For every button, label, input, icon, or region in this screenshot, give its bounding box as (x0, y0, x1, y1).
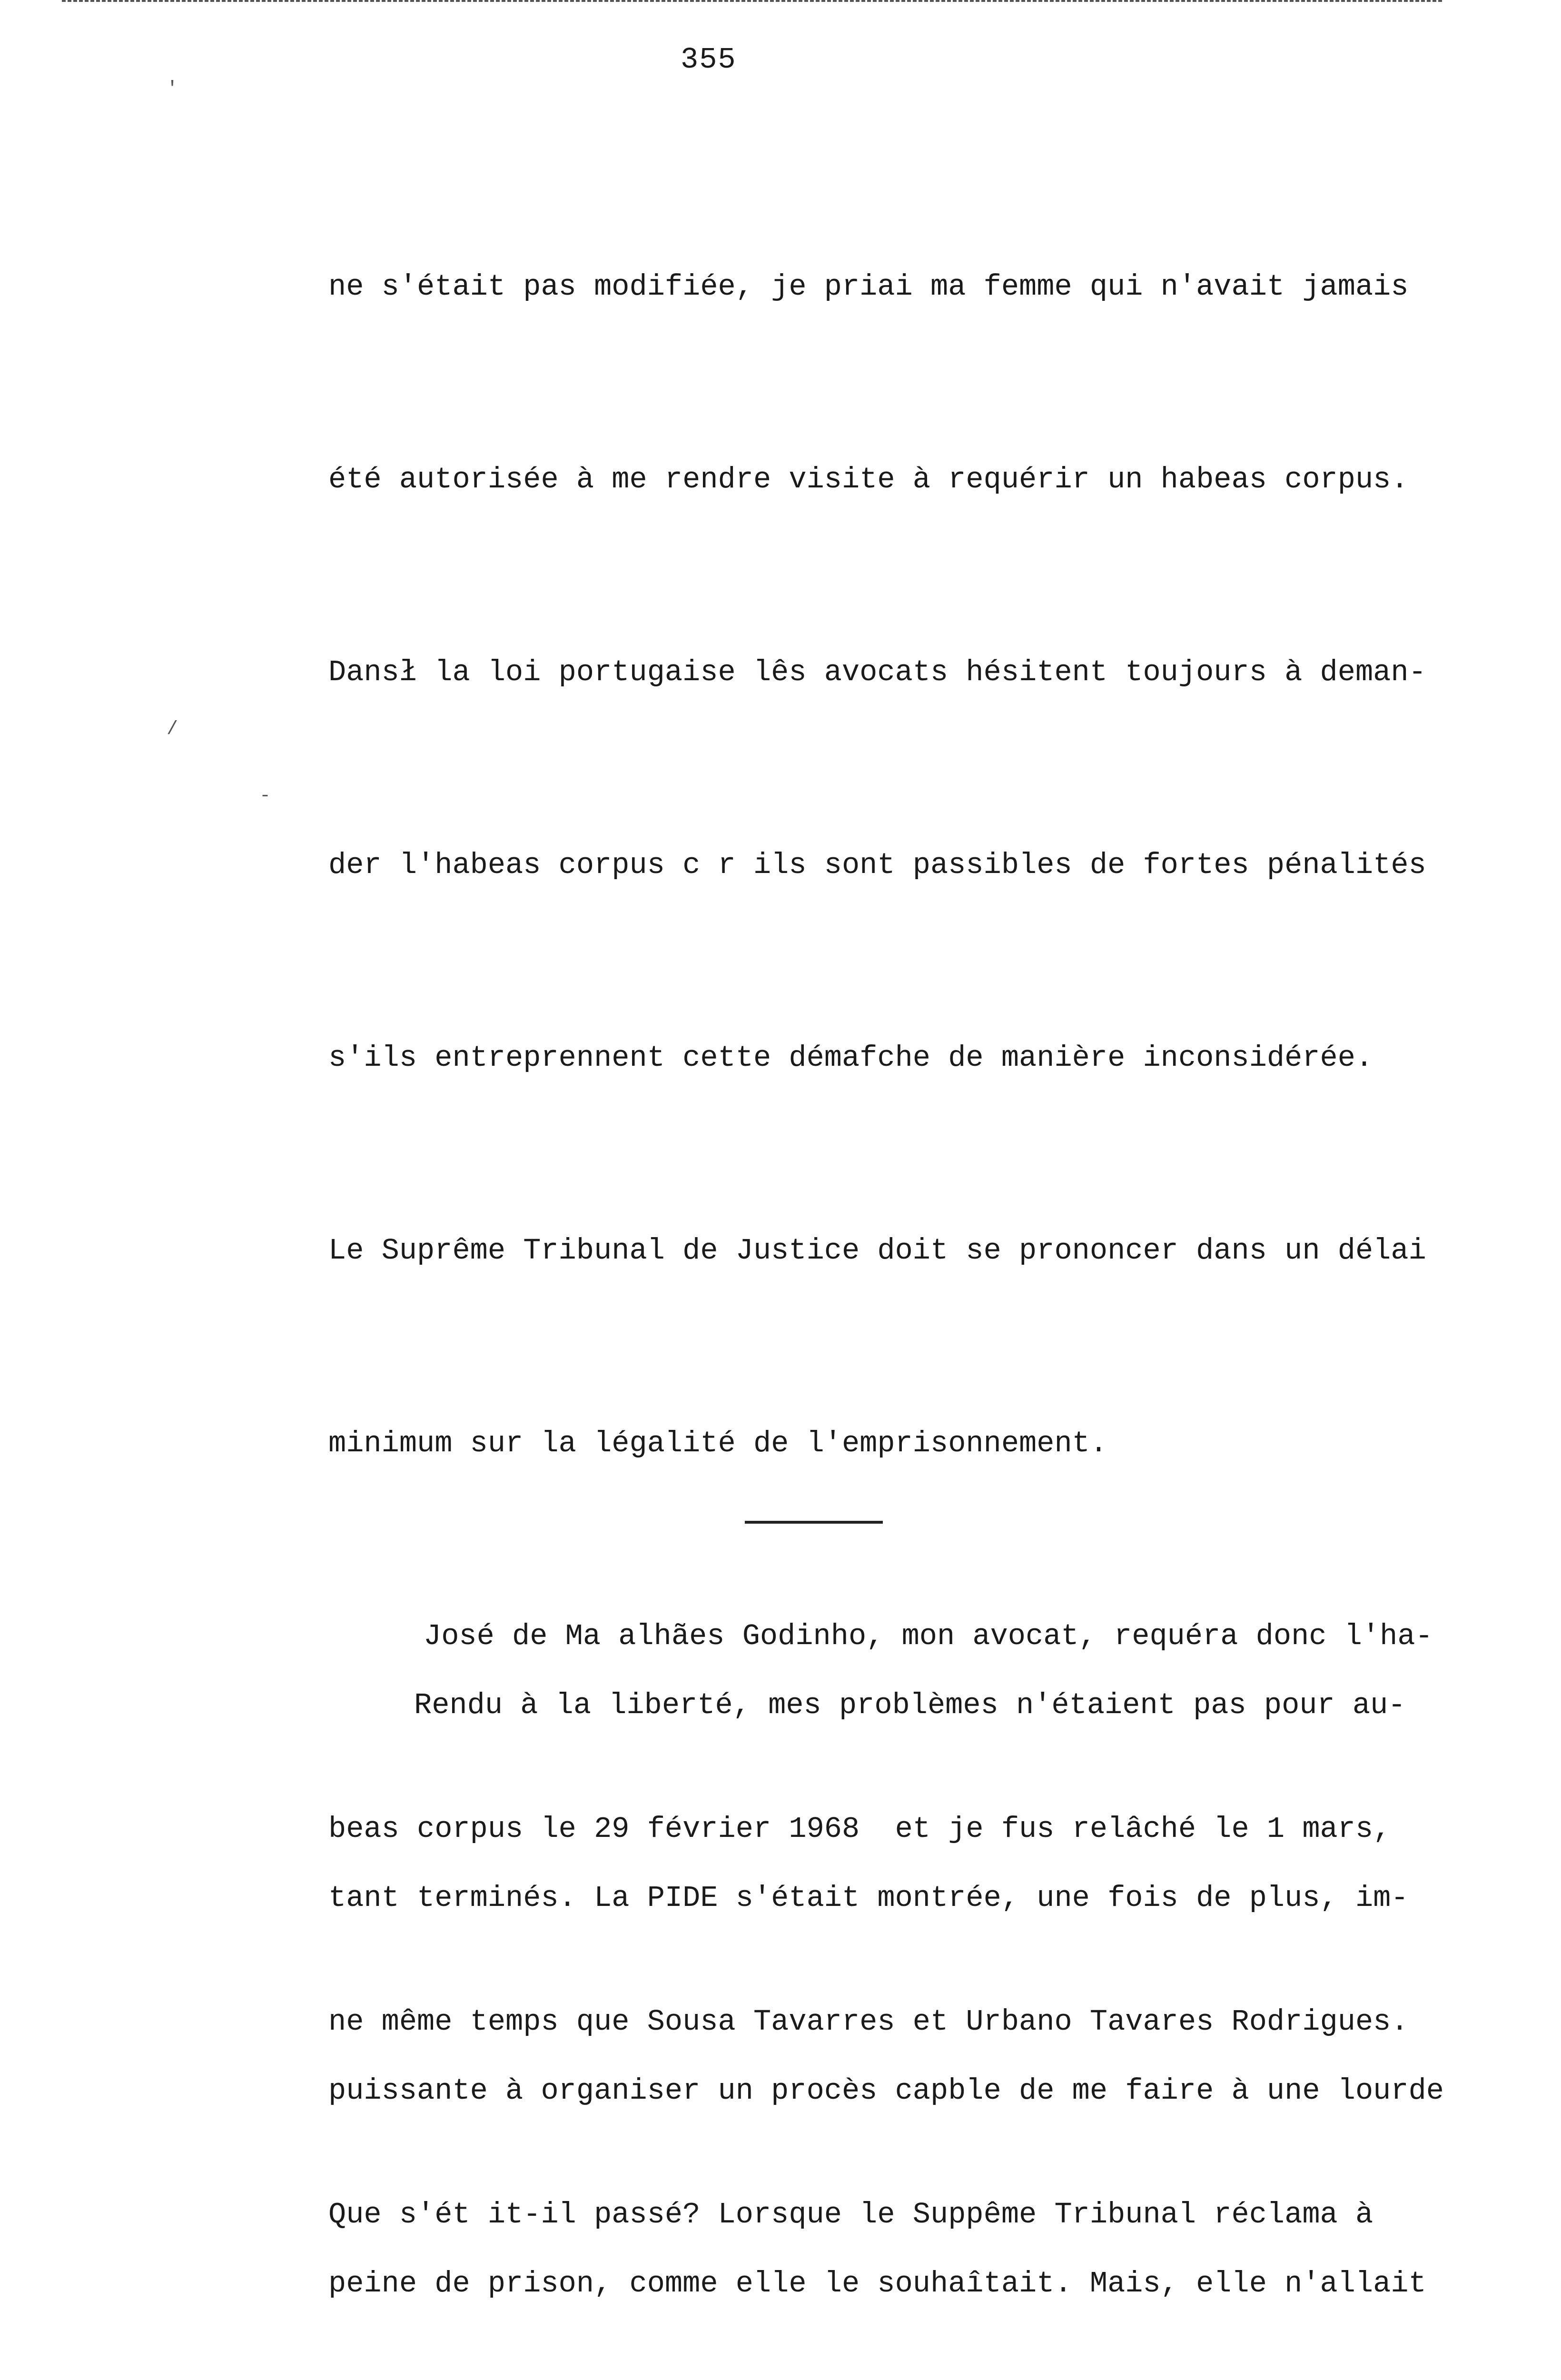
text-line: peine de prison, comme elle le souhaîtait. Mais, elle n'allait (328, 2267, 1426, 2301)
text-line: ne s'était pas modifiée, je priai ma femme qui n'avait jamais (328, 270, 1409, 304)
text-line: puissante à organiser un procès capble de me faire à une lourde (328, 2074, 1444, 2108)
text-line: minimum sur la légalité de l'emprisonnement. (328, 1427, 1108, 1460)
top-border-rule (62, 0, 1442, 2)
margin-mark: - (259, 785, 271, 807)
section-separator (745, 1521, 883, 1524)
text-block-bottom (328, 1545, 1556, 2380)
text-line: ne même temps que Sousa Tavarres et Urbano Tavares Rodrigues. (328, 2005, 1409, 2039)
text-line: Que s'ét it-il passé? Lorsque le Suppême Tribunal réclama à (328, 2198, 1373, 2231)
text-line: Rendu à la liberté, mes problèmes n'étaient pas pour au- (414, 1688, 1406, 1722)
text-line: tant terminés. La PIDE s'était montrée, une fois de plus, im- (328, 1881, 1409, 1915)
text-line: été autorisée à me rendre visite à requérir un habeas corpus. (328, 463, 1409, 496)
text-line: Le Suprême Tribunal de Justice doit se prononcer dans un délai (328, 1234, 1426, 1268)
text-line: s'ils entreprennent cette démafche de manière inconsidérée. (328, 1041, 1373, 1075)
text-line: beas corpus le 29 février 1968 et je fus relâché le 1 mars, (328, 1812, 1391, 1846)
page-number: 355 (681, 43, 737, 77)
margin-mark: / (167, 719, 178, 740)
margin-mark: ' (167, 79, 178, 100)
text-line: José de Ma alhães Godinho, mon avocat, requéra donc l'ha- (424, 1619, 1433, 1653)
text-line: Dansł la loi portugaise lês avocats hésitent toujours à deman- (328, 655, 1426, 689)
text-line: der l'habeas corpus c r ils sont passibles de fortes pénalités (328, 848, 1426, 882)
